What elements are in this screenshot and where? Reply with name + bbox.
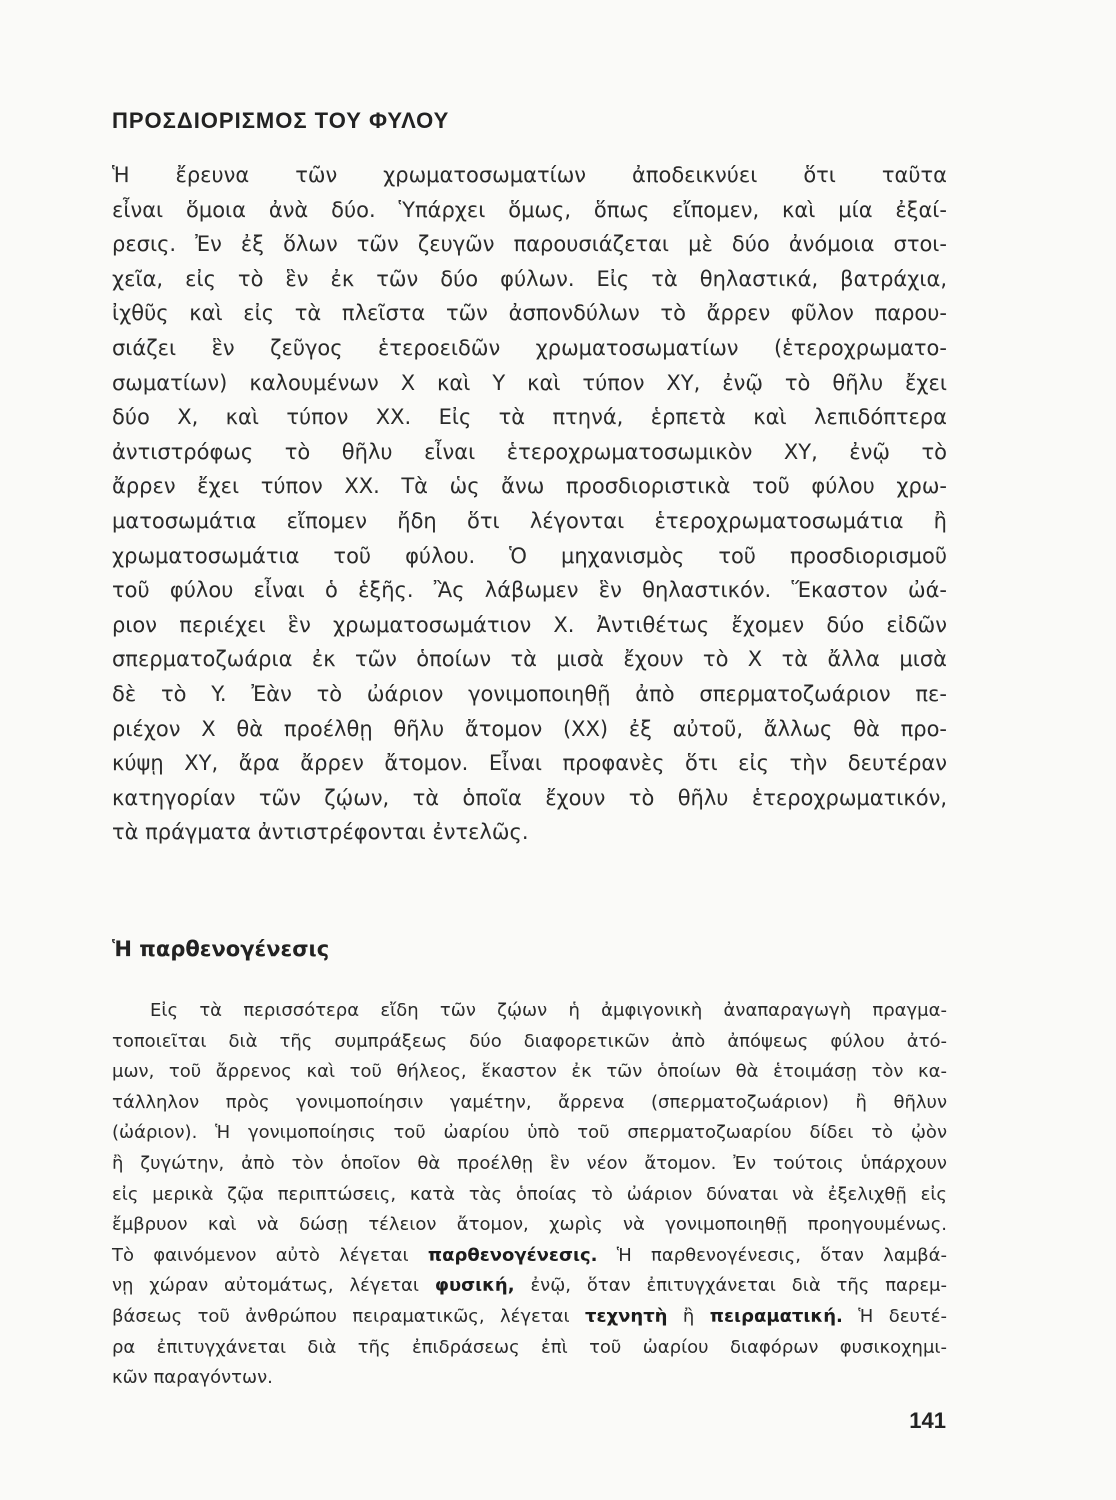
text-run: κῶν παραγόντων. [112,1367,273,1389]
text-run: ἐνῷ, ὅταν ἐπιτυγχάνεται διὰ τῆς παρεμ- [514,1275,947,1297]
text-line: τὰ πράγματα ἀντιστρέφονται ἐντελῶς. [112,820,529,845]
text-run: βάσεως τοῦ ἀνθρώπου πειραματικῶς, λέγεται [112,1305,585,1327]
text-line: ἀντιστρόφως τὸ θῆλυ εἶναι ἑτεροχρωματοσωμικὸν XY, ἐνῷ τὸ [112,439,947,464]
text-line: ἄρρεν ἔχει τύπον XX. Τὰ ὡς ἄνω προσδιοριστικὰ τοῦ φύλου χρω- [112,474,947,499]
text-line: Ἡ ἔρευνα τῶν χρωματοσωματίων ἀποδεικνύει ὅτι ταῦτα [112,163,947,187]
text-line: χρωματοσωμάτια τοῦ φύλου. Ὁ μηχανισμὸς τοῦ προσδιορισμοῦ [112,543,947,568]
text-line: ριον περιέχει ἓν χρωματοσωμάτιον X. Ἀντιθέτως ἔχομεν δύο εἰδῶν [112,612,947,637]
text-run: Ἡ δευτέ- [842,1305,948,1327]
text-line: δύο X, καὶ τύπον XX. Εἰς τὰ πτηνά, ἑρπετὰ καὶ λεπιδόπτερα [112,405,947,430]
sex-determination-paragraph [112,158,947,850]
text-run: Τὸ φαινόμενον αὐτὸ λέγεται [112,1244,428,1266]
text-run: τοποιεῖται διὰ τῆς συμπράξεως δύο διαφορετικῶν ἀπὸ ἀπόψεως φύλου ἀτό- [112,1030,947,1052]
subsection-heading: Ἡ παρθενογένεσις [112,937,330,961]
text-line [112,1057,947,1088]
text-run: ἢ ζυγώτην, ἀπὸ τὸν ὁποῖον θὰ προέλθῃ ἓν νέον ἄτομον. Ἐν τούτοις ὑπάρχουν [112,1152,947,1174]
text-line: τοῦ φύλου εἶναι ὁ ἑξῆς. Ἂς λάβωμεν ἓν θηλαστικόν. Ἕκαστον ὠά- [112,578,947,603]
text-line [112,1027,947,1058]
text-line [112,1088,947,1119]
text-run: (ὠάριον). Ἡ γονιμοποίησις τοῦ ὠαρίου ὑπὸ τοῦ σπερματοζωαρίου δίδει τὸ ᾠὸν [112,1122,947,1144]
text-line [112,1118,947,1149]
text-line [112,996,947,1027]
text-line [112,1302,947,1333]
term-parthenogenesis: παρθενογένεσις. [427,1244,598,1266]
text-line: σιάζει ἓν ζεῦγος ἑτεροειδῶν χρωματοσωματίων (ἑτεροχρωματο- [112,335,947,360]
text-line: κατηγορίαν τῶν ζῴων, τὰ ὁποῖα ἔχουν τὸ θῆλυ ἑτεροχρωματικόν, [112,785,947,810]
text-run: ἔμβρυον καὶ νὰ δώσῃ τέλειον ἄτομον, χωρὶς νὰ γονιμοποιηθῇ προηγουμένως. [112,1214,947,1236]
text-line: χεῖα, εἰς τὸ ἓν ἐκ τῶν δύο φύλων. Εἰς τὰ θηλαστικά, βατράχια, [112,266,947,291]
term-experimental: πειραματική. [709,1305,843,1327]
text-run: ρα ἐπιτυγχάνεται διὰ τῆς ἐπιδράσεως ἐπὶ τοῦ ὠαρίου διαφόρων φυσικοχημι- [112,1336,947,1358]
text-line: εἶναι ὅμοια ἀνὰ δύο. Ὑπάρχει ὅμως, ὅπως εἴπομεν, καὶ μία ἐξαί- [112,197,947,222]
text-line [112,1363,947,1394]
page-number: 141 [909,1408,946,1433]
text-line: ματοσωμάτια εἴπομεν ἤδη ὅτι λέγονται ἑτεροχρωματοσωμάτια ἢ [112,508,947,533]
term-artificial: τεχνητὴ [585,1305,668,1327]
text-line: ριέχον X θὰ προέλθῃ θῆλυ ἄτομον (XX) ἐξ αὐτοῦ, ἄλλως θὰ προ- [112,716,947,741]
text-line [112,1241,947,1272]
text-line [112,1149,947,1180]
text-line: ρεσις. Ἐν ἐξ ὅλων τῶν ζευγῶν παρουσιάζεται μὲ δύο ἀνόμοια στοι- [112,232,947,257]
text-run: Ἡ παρθενογένεσις, ὅταν λαμβά- [597,1244,947,1266]
text-line [112,1333,947,1364]
parthenogenesis-paragraph [112,996,947,1394]
text-line [112,1180,947,1211]
text-line [112,1271,947,1302]
section-heading: ΠΡΟΣΔΙΟΡΙΣΜΟΣ ΤΟΥ ΦΥΛΟΥ [112,108,450,133]
text-run: εἰς μερικὰ ζῷα περιπτώσεις, κατὰ τὰς ὁποίας τὸ ὠάριον δύναται νὰ ἐξελιχθῇ εἰς [112,1183,947,1205]
text-run: τάλληλον πρὸς γονιμοποίησιν γαμέτην, ἄρρενα (σπερματοζωάριον) ἢ θῆλυν [112,1091,947,1113]
term-natural: φυσική, [434,1275,515,1297]
text-line: σωματίων) καλουμένων X καὶ Y καὶ τύπον XY, ἐνῷ τὸ θῆλυ ἔχει [112,370,947,395]
text-run: Εἰς τὰ περισσότερα εἴδη τῶν ζῴων ἡ ἀμφιγονικὴ ἀναπαραγωγὴ πραγμα- [150,1000,947,1021]
text-run: μων, τοῦ ἄρρενος καὶ τοῦ θήλεος, ἕκαστον ἐκ τῶν ὁποίων θὰ ἑτοιμάσῃ τὸν κα- [112,1061,947,1083]
text-line: κύψῃ XY, ἄρα ἄρρεν ἄτομον. Εἶναι προφανὲς ὅτι εἰς τὴν δευτέραν [112,751,947,776]
text-line: σπερματοζωάρια ἐκ τῶν ὁποίων τὰ μισὰ ἔχουν τὸ X τὰ ἄλλα μισὰ [112,647,947,672]
text-line: δὲ τὸ Y. Ἐὰν τὸ ὠάριον γονιμοποιηθῇ ἀπὸ σπερματοζωάριον πε- [112,681,947,706]
text-run: ἢ [667,1305,710,1327]
text-line: ἰχθῦς καὶ εἰς τὰ πλεῖστα τῶν ἀσπονδύλων τὸ ἄρρεν φῦλον παρου- [112,301,947,326]
text-run: νῃ χώραν αὐτομάτως, λέγεται [112,1275,435,1297]
text-line [112,1210,947,1241]
